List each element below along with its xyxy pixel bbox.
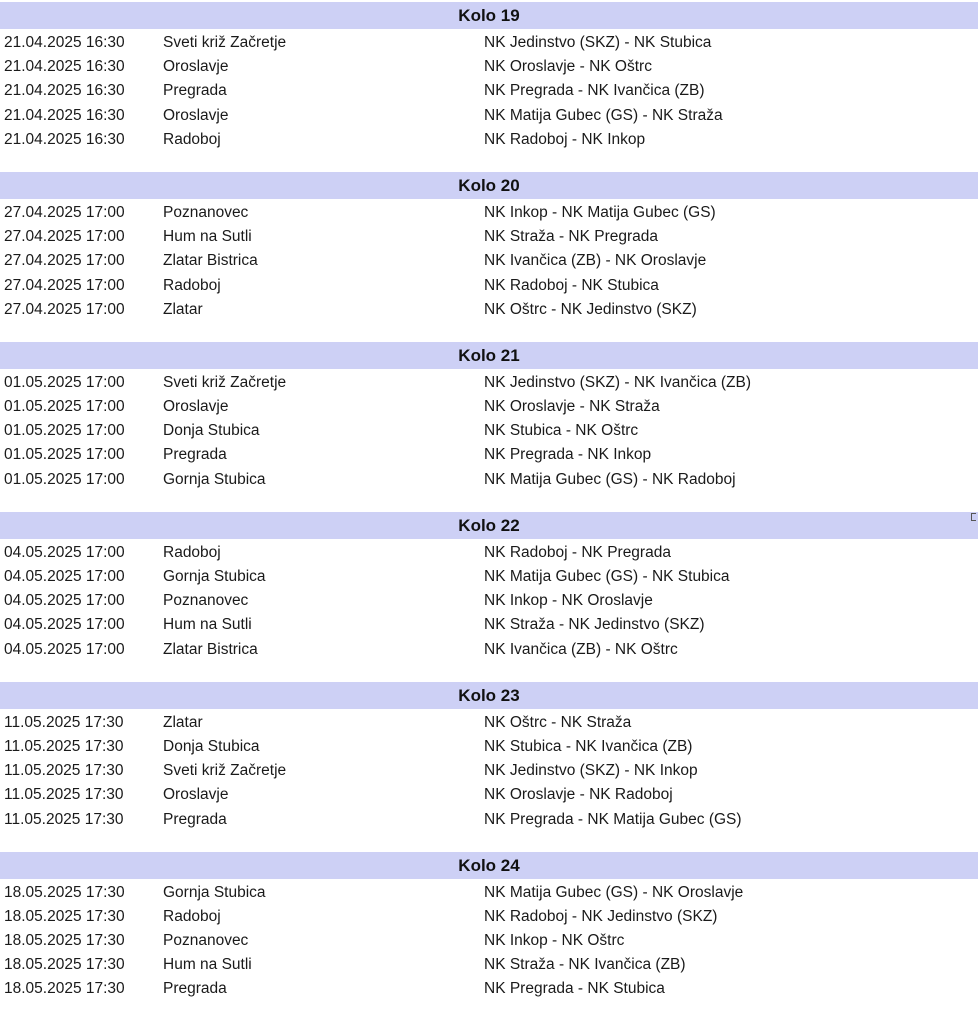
- match-fixture: NK Radoboj - NK Jedinstvo (SKZ): [484, 907, 718, 925]
- match-venue: Donja Stubica: [163, 737, 260, 755]
- match-venue: Radoboj: [163, 276, 221, 294]
- match-fixture: NK Radoboj - NK Pregrada: [484, 543, 671, 561]
- round-section: [0, 2, 978, 152]
- match-fixture: NK Pregrada - NK Inkop: [484, 446, 652, 464]
- match-fixture: NK Oroslavje - NK Oštrc: [484, 58, 652, 76]
- match-venue: Hum na Sutli: [163, 956, 252, 974]
- match-venue: Oroslavje: [163, 58, 229, 76]
- match-row: [0, 783, 978, 807]
- round-section: [0, 682, 978, 832]
- match-datetime: 18.05.2025 17:30: [4, 956, 125, 974]
- match-row: [0, 201, 978, 225]
- round-header: Kolo 20: [0, 172, 978, 199]
- match-datetime: 01.05.2025 17:00: [4, 446, 125, 464]
- match-list: [0, 29, 978, 152]
- match-venue: Sveti križ Začretje: [163, 762, 287, 780]
- fixture-schedule: [0, 2, 978, 1022]
- match-row: [0, 55, 978, 79]
- match-datetime: 21.04.2025 16:30: [4, 58, 125, 76]
- match-venue: Hum na Sutli: [163, 228, 252, 246]
- match-fixture: NK Matija Gubec (GS) - NK Straža: [484, 106, 723, 124]
- match-row: [0, 711, 978, 735]
- match-datetime: 18.05.2025 17:30: [4, 907, 125, 925]
- match-venue: Pregrada: [163, 446, 227, 464]
- match-list: [0, 199, 978, 322]
- match-datetime: 04.05.2025 17:00: [4, 640, 125, 658]
- match-venue: Sveti križ Začretje: [163, 373, 287, 391]
- match-row: [0, 443, 978, 467]
- match-fixture: NK Pregrada - NK Ivančica (ZB): [484, 82, 705, 100]
- match-venue: Gornja Stubica: [163, 568, 266, 585]
- match-venue: Pregrada: [163, 810, 227, 828]
- match-venue: Sveti križ Začretje: [163, 34, 287, 51]
- match-datetime: 21.04.2025 16:30: [4, 130, 125, 148]
- match-row: [0, 881, 978, 905]
- match-venue: Gornja Stubica: [163, 883, 266, 901]
- match-venue: Oroslavje: [163, 398, 229, 416]
- match-row: [0, 929, 978, 953]
- match-fixture: NK Pregrada - NK Matija Gubec (GS): [484, 810, 742, 828]
- match-row: [0, 79, 978, 103]
- match-venue: Poznanovec: [163, 203, 249, 221]
- match-row: [0, 31, 978, 55]
- page-edge-marker: [971, 513, 976, 521]
- match-fixture: NK Oroslavje - NK Radoboj: [484, 786, 673, 804]
- match-datetime: 27.04.2025 17:00: [4, 276, 125, 294]
- match-fixture: NK Matija Gubec (GS) - NK Stubica: [484, 568, 730, 585]
- match-row: [0, 419, 978, 443]
- match-row: [0, 953, 978, 977]
- match-datetime: 27.04.2025 17:00: [4, 203, 125, 221]
- round-header: Kolo 24: [0, 852, 978, 879]
- match-list: [0, 369, 978, 492]
- match-venue: Poznanovec: [163, 932, 249, 950]
- match-datetime: 11.05.2025 17:30: [4, 810, 124, 828]
- match-list: [0, 879, 978, 1002]
- match-venue: Pregrada: [163, 82, 227, 100]
- match-datetime: 27.04.2025 17:00: [4, 228, 125, 246]
- match-row: [0, 395, 978, 419]
- match-fixture: NK Matija Gubec (GS) - NK Oroslavje: [484, 883, 744, 901]
- match-fixture: NK Ivančica (ZB) - NK Oroslavje: [484, 252, 707, 270]
- match-venue: Zlatar Bistrica: [163, 640, 258, 658]
- match-fixture: NK Stubica - NK Oštrc: [484, 422, 639, 440]
- match-venue: Donja Stubica: [163, 422, 260, 440]
- match-list: [0, 709, 978, 832]
- match-datetime: 11.05.2025 17:30: [4, 737, 124, 755]
- match-datetime: 27.04.2025 17:00: [4, 252, 125, 270]
- match-row: [0, 759, 978, 783]
- match-row: [0, 371, 978, 395]
- match-fixture: NK Jedinstvo (SKZ) - NK Inkop: [484, 762, 698, 780]
- match-datetime: 11.05.2025 17:30: [4, 713, 124, 731]
- match-row: [0, 541, 978, 565]
- match-datetime: 27.04.2025 17:00: [4, 300, 125, 318]
- round-section: [0, 512, 978, 662]
- match-venue: Radoboj: [163, 543, 221, 561]
- round-header: Kolo 22: [0, 512, 978, 539]
- match-fixture: NK Radoboj - NK Inkop: [484, 130, 646, 148]
- match-row: [0, 128, 978, 152]
- match-row: [0, 249, 978, 273]
- match-datetime: 01.05.2025 17:00: [4, 398, 125, 416]
- match-datetime: 04.05.2025 17:00: [4, 568, 125, 585]
- match-row: [0, 638, 978, 662]
- match-fixture: NK Matija Gubec (GS) - NK Radoboj: [484, 470, 736, 488]
- match-fixture: NK Ivančica (ZB) - NK Oštrc: [484, 640, 678, 658]
- match-row: [0, 613, 978, 637]
- round-section: [0, 172, 978, 322]
- match-datetime: 18.05.2025 17:30: [4, 883, 125, 901]
- match-row: [0, 735, 978, 759]
- match-fixture: NK Straža - NK Ivančica (ZB): [484, 956, 686, 974]
- match-fixture: NK Radoboj - NK Stubica: [484, 276, 659, 294]
- match-fixture: NK Oštrc - NK Straža: [484, 713, 632, 731]
- match-list: [0, 539, 978, 662]
- match-datetime: 18.05.2025 17:30: [4, 932, 125, 950]
- match-row: [0, 808, 978, 832]
- match-datetime: 21.04.2025 16:30: [4, 82, 125, 100]
- match-venue: Oroslavje: [163, 106, 229, 124]
- match-datetime: 04.05.2025 17:00: [4, 592, 125, 610]
- match-datetime: 04.05.2025 17:00: [4, 543, 125, 561]
- match-fixture: NK Jedinstvo (SKZ) - NK Stubica: [484, 34, 712, 51]
- match-fixture: NK Inkop - NK Matija Gubec (GS): [484, 203, 716, 221]
- match-venue: Poznanovec: [163, 592, 249, 610]
- match-fixture: NK Pregrada - NK Stubica: [484, 980, 665, 998]
- match-row: [0, 589, 978, 613]
- match-datetime: 18.05.2025 17:30: [4, 980, 125, 998]
- round-header: Kolo 21: [0, 342, 978, 369]
- match-row: [0, 905, 978, 929]
- match-fixture: NK Straža - NK Jedinstvo (SKZ): [484, 616, 705, 634]
- match-datetime: 01.05.2025 17:00: [4, 422, 125, 440]
- match-venue: Oroslavje: [163, 786, 229, 804]
- match-datetime: 01.05.2025 17:00: [4, 470, 125, 488]
- match-venue: Zlatar Bistrica: [163, 252, 258, 270]
- match-venue: Radoboj: [163, 907, 221, 925]
- match-venue: Zlatar: [163, 713, 203, 731]
- match-row: [0, 274, 978, 298]
- match-venue: Radoboj: [163, 130, 221, 148]
- round-section: [0, 342, 978, 492]
- match-datetime: 11.05.2025 17:30: [4, 762, 124, 780]
- match-fixture: NK Inkop - NK Oroslavje: [484, 592, 653, 610]
- match-fixture: NK Stubica - NK Ivančica (ZB): [484, 737, 693, 755]
- match-fixture: NK Oroslavje - NK Straža: [484, 398, 660, 416]
- match-venue: Hum na Sutli: [163, 616, 252, 634]
- round-header: Kolo 23: [0, 682, 978, 709]
- match-row: [0, 977, 978, 1001]
- match-datetime: 04.05.2025 17:00: [4, 616, 125, 634]
- match-row: [0, 298, 978, 322]
- match-venue: Zlatar: [163, 300, 203, 318]
- round-section: [0, 852, 978, 1002]
- match-venue: Gornja Stubica: [163, 470, 266, 488]
- round-header: Kolo 19: [0, 2, 978, 29]
- match-fixture: NK Oštrc - NK Jedinstvo (SKZ): [484, 300, 697, 318]
- match-row: [0, 468, 978, 492]
- match-venue: Pregrada: [163, 980, 227, 998]
- match-fixture: NK Jedinstvo (SKZ) - NK Ivančica (ZB): [484, 373, 752, 391]
- match-row: [0, 565, 978, 589]
- match-datetime: 21.04.2025 16:30: [4, 34, 125, 51]
- match-fixture: NK Straža - NK Pregrada: [484, 228, 659, 246]
- match-fixture: NK Inkop - NK Oštrc: [484, 932, 625, 950]
- match-datetime: 01.05.2025 17:00: [4, 373, 125, 391]
- match-datetime: 11.05.2025 17:30: [4, 786, 124, 804]
- match-datetime: 21.04.2025 16:30: [4, 106, 125, 124]
- match-row: [0, 225, 978, 249]
- match-row: [0, 104, 978, 128]
